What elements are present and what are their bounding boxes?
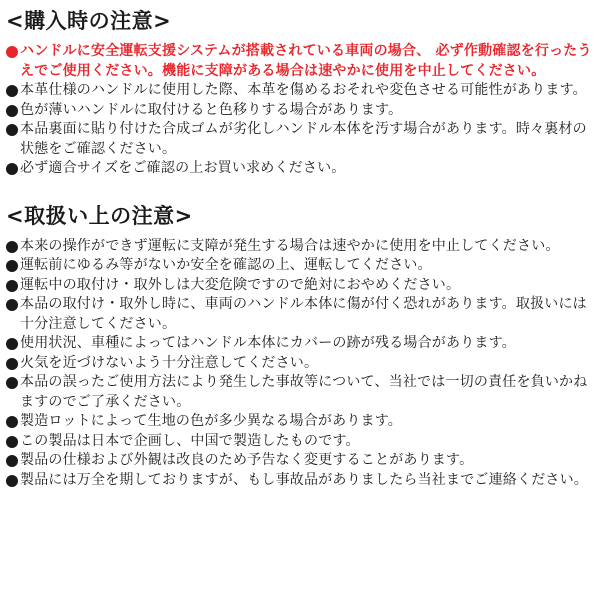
- list-item: [6, 432, 592, 452]
- bullet-icon: [6, 260, 18, 272]
- list-item: [6, 120, 592, 159]
- list-item: [6, 101, 592, 121]
- handling-item-text: 本来の操作ができず運転に支障が発生する場合は速やかに使用を中止してください。: [20, 237, 560, 254]
- bullet-icon: [6, 455, 18, 467]
- list-item: [6, 451, 592, 471]
- handling-item-text: この製品は日本で企画し、中国で製造したものです。: [20, 432, 360, 449]
- handling-heading: <取扱い上の注意>: [6, 203, 193, 228]
- purchase-warning-item: [6, 42, 592, 81]
- purchase-item-text: 必ず適合サイズをご確認の上お買い求めください。: [20, 160, 346, 176]
- bullet-icon: [6, 338, 18, 350]
- handling-item-text: 製品には万全を期しておりますが、もし事故品がありましたら当社までご連絡ください。: [20, 471, 588, 488]
- bullet-icon: [6, 124, 18, 136]
- purchase-item-text: 本革仕様のハンドルに使用した際、本革を傷めるおそれや変色させる可能性があります。: [20, 82, 587, 98]
- purchase-warning-text: ハンドルに安全運転支援システムが搭載されている車両の場合、 必ず作動確認を行ったうえでご使用ください。機能に支障がある場合は速やかに使用を中止してください。: [20, 43, 592, 79]
- bullet-icon: [6, 163, 18, 175]
- handling-item-text: 製品の仕様および外観は改良のため予告なく変更することがあります。: [20, 452, 474, 468]
- handling-item-text: 使用状況、車種によってはハンドル本体にカバーの跡が残る場合があります。: [20, 335, 516, 351]
- list-item: [6, 471, 592, 491]
- handling-item-text: 製造ロットによって生地の色が多少異なる場合があります。: [20, 413, 402, 429]
- handling-item-text: 運転前にゆるみ等がないか安全を確認の上、運転してください。: [20, 257, 432, 273]
- list-item: [6, 295, 592, 334]
- bullet-icon: [6, 416, 18, 428]
- purchase-notes-list: [6, 42, 592, 179]
- purchase-item-text: 色が薄いハンドルに取付けると色移りする場合があります。: [20, 101, 403, 118]
- bullet-icon: [6, 85, 18, 97]
- list-item: [6, 334, 592, 354]
- list-item: [6, 373, 592, 412]
- list-item: [6, 81, 592, 101]
- bullet-icon: [6, 241, 18, 253]
- purchase-heading: <購入時の注意>: [6, 9, 172, 33]
- bullet-icon: [6, 280, 18, 292]
- purchase-item-text: 本品裏面に貼り付けた合成ゴムが劣化しハンドル本体を汚す場合があります。時々裏材の状態をご確認ください。: [20, 121, 587, 157]
- bullet-icon: [6, 377, 18, 389]
- bullet-icon: [6, 436, 18, 448]
- bullet-icon: [6, 299, 18, 311]
- bullet-icon: [6, 358, 18, 370]
- bullet-icon: [6, 105, 18, 117]
- handling-item-text: 本品の誤ったご使用方法により発生した事故等について、当社では一切の責任を負いかねますのでご了承ください。: [20, 374, 588, 410]
- bullet-icon: [6, 475, 18, 487]
- list-item: [6, 256, 592, 276]
- handling-notes-list: [6, 237, 592, 491]
- list-item: [6, 237, 592, 257]
- bullet-icon: [6, 46, 18, 58]
- handling-item-text: 火気を近づけないよう十分注意してください。: [20, 354, 319, 371]
- list-item: [6, 354, 592, 374]
- handling-item-text: 運転中の取付け・取外しは大変危険ですので絶対におやめください。: [20, 276, 461, 293]
- handling-item-text: 本品の取付け・取外し時に、車両のハンドル本体に傷が付く恐れがあります。取扱いには十分注意してください。: [20, 296, 587, 332]
- list-item: [6, 412, 592, 432]
- list-item: [6, 276, 592, 296]
- list-item: [6, 159, 592, 179]
